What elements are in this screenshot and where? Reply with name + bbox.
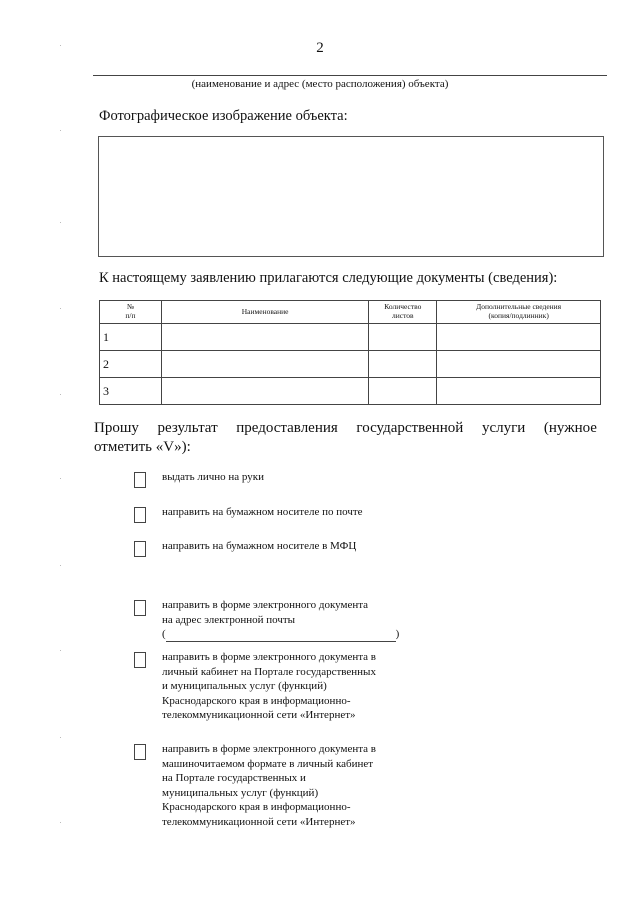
table-cell[interactable] xyxy=(369,378,437,405)
header-text: п/п xyxy=(125,311,136,320)
scan-mark xyxy=(60,822,61,823)
option-line: муниципальных услуг (функций) xyxy=(162,786,319,799)
table-row xyxy=(100,378,601,405)
table-header-row xyxy=(100,301,601,324)
option-line: направить в форме электронного документа в xyxy=(162,651,376,663)
option-line: Краснодарского края в информационно- xyxy=(162,694,351,707)
field-close-paren: ) xyxy=(395,628,400,640)
attachments-table xyxy=(99,300,601,405)
attachments-title: К настоящему заявлению прилагаются следующие документы (сведения): xyxy=(99,270,558,286)
email-input-line[interactable] xyxy=(166,629,396,642)
header-text: (копия/подлинник) xyxy=(488,311,549,320)
header-text: Количество xyxy=(384,302,422,312)
option-line: личный кабинет на Портале государственных xyxy=(162,665,376,678)
option-line: и муниципальных услуг (функций) xyxy=(162,680,327,692)
request-word: результат xyxy=(157,420,218,436)
header-text: Дополнительные сведения xyxy=(476,302,562,312)
option-line: направить на бумажном носителе в МФЦ xyxy=(162,540,357,552)
option-label xyxy=(162,650,376,723)
table-cell[interactable] xyxy=(161,378,369,405)
table-cell[interactable] xyxy=(437,378,601,405)
option-line: направить в форме электронного документа xyxy=(162,599,369,611)
option-line: направить на бумажном носителе по почте xyxy=(162,506,363,518)
table-cell[interactable] xyxy=(437,351,601,378)
field-open-paren: ( xyxy=(162,628,166,640)
option-line: телекоммуникационной сети «Интернет» xyxy=(162,709,356,721)
row-number: 3 xyxy=(100,378,162,405)
request-word: предоставления xyxy=(236,420,338,436)
object-caption: (наименование и адрес (место расположения) объекта) xyxy=(191,78,449,90)
option-line: телекоммуникационной сети «Интернет» xyxy=(162,815,356,828)
request-line-2: отметить «V»): xyxy=(94,439,191,455)
option-line: выдать лично на руки xyxy=(162,471,265,483)
header-text: № xyxy=(126,302,134,312)
option-line: машиночитаемом формате в личный кабинет xyxy=(162,757,374,770)
table-cell[interactable] xyxy=(369,324,437,351)
option-line: направить в форме электронного документа в xyxy=(162,743,376,755)
page-number: 2 xyxy=(316,40,324,56)
option-label xyxy=(162,742,376,829)
header-sheets xyxy=(369,301,437,324)
request-word: Прошу xyxy=(94,420,139,436)
request-line-1 xyxy=(94,419,597,438)
header-additional xyxy=(437,301,601,324)
scan-mark xyxy=(60,565,61,566)
request-word: государственной xyxy=(356,420,464,436)
request-text xyxy=(94,419,597,457)
table-cell[interactable] xyxy=(437,324,601,351)
option-checkbox[interactable] xyxy=(134,541,146,557)
photo-box[interactable] xyxy=(98,136,604,257)
scan-mark xyxy=(60,394,61,395)
table-cell[interactable] xyxy=(161,351,369,378)
header-name xyxy=(161,301,369,324)
option-label xyxy=(162,539,356,554)
request-word: услуги xyxy=(481,420,526,436)
scan-mark xyxy=(60,737,61,738)
email-field[interactable] xyxy=(162,627,399,642)
option-line: на адрес электронной почты xyxy=(162,613,296,626)
option-checkbox[interactable] xyxy=(134,507,146,523)
option-checkbox[interactable] xyxy=(134,652,146,668)
table-row xyxy=(100,324,601,351)
row-number: 2 xyxy=(100,351,162,378)
option-line: на Портале государственных и xyxy=(162,772,306,784)
object-name-line[interactable] xyxy=(93,75,607,76)
table-cell[interactable] xyxy=(369,351,437,378)
request-word: (нужное xyxy=(543,420,597,436)
option-label xyxy=(162,470,264,485)
table-row xyxy=(100,351,601,378)
option-line: Краснодарского края в информационно- xyxy=(162,801,351,813)
option-checkbox[interactable] xyxy=(134,472,146,488)
header-text: Наименование xyxy=(241,306,289,316)
option-label xyxy=(162,505,363,520)
table-cell[interactable] xyxy=(161,324,369,351)
photo-title: Фотографическое изображение объекта: xyxy=(99,108,348,124)
scan-mark xyxy=(60,222,61,223)
option-checkbox[interactable] xyxy=(134,744,146,760)
header-text: листов xyxy=(392,311,414,320)
header-number xyxy=(100,301,162,324)
row-number: 1 xyxy=(100,324,162,351)
scan-mark xyxy=(60,478,61,479)
scan-mark xyxy=(60,308,61,309)
option-label xyxy=(162,598,399,642)
scan-mark xyxy=(60,130,61,131)
option-checkbox[interactable] xyxy=(134,600,146,616)
scan-mark xyxy=(60,650,61,651)
